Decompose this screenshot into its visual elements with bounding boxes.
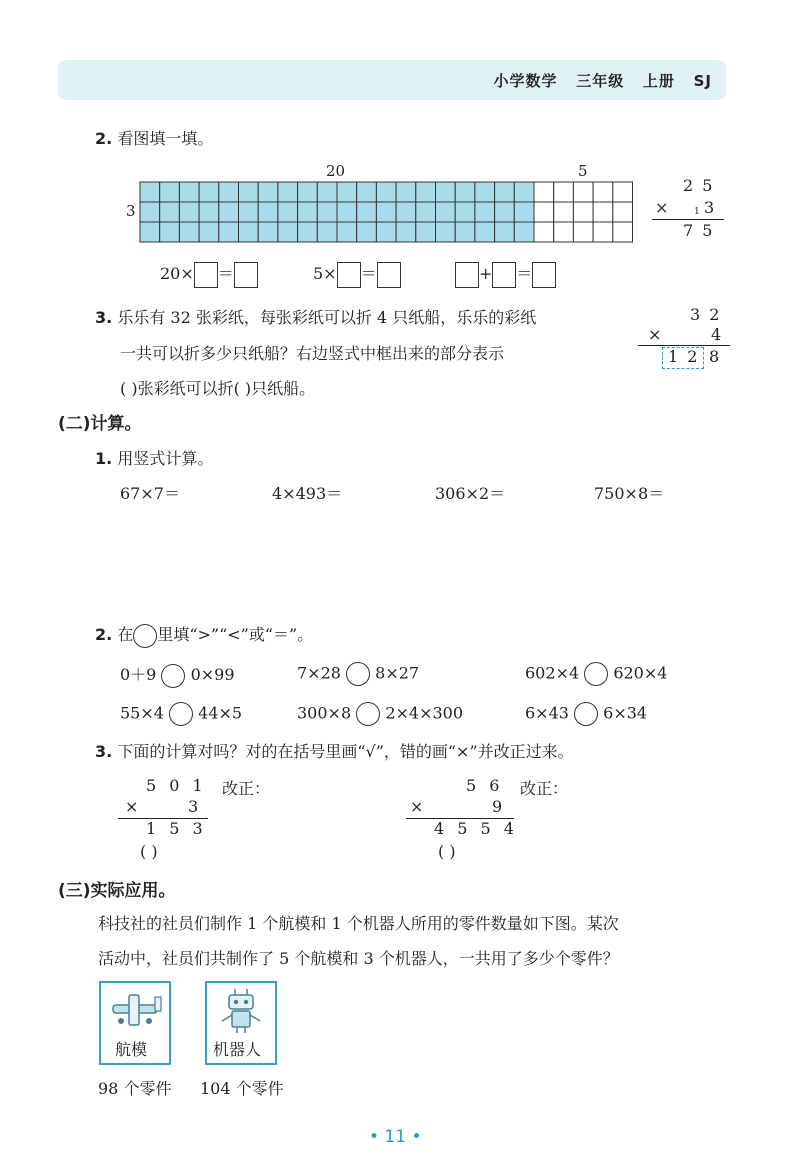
grid-label-3: 3 xyxy=(126,202,136,220)
c1-item: 67×7＝ xyxy=(120,484,180,503)
compare-item: 602×4 620×4 xyxy=(525,662,667,686)
c1-item: 306×2＝ xyxy=(435,484,506,503)
plane-parts: 98 个零件 xyxy=(98,1079,172,1098)
grid-cell xyxy=(534,222,554,242)
grid-cell-shaded xyxy=(317,222,337,242)
grid-cell-shaded xyxy=(436,182,456,202)
page-number: • 11 • xyxy=(369,1127,422,1147)
square-grid xyxy=(139,181,634,243)
q3-line1: 3. 乐乐有 32 张彩纸，每张彩纸可以折 4 只纸船，乐乐的彩纸 xyxy=(95,308,537,327)
section-calc-title: (二)计算。 xyxy=(58,414,142,434)
q2-vert-top: 2 5 xyxy=(683,176,715,195)
q2-vert-carry: 1 xyxy=(694,207,700,217)
c3b-fix: 改正： xyxy=(520,779,569,798)
grid-label-5: 5 xyxy=(578,162,588,180)
header-text: 小学数学 三年级 上册 SJ xyxy=(493,72,712,90)
c3a-top: 5 0 1 xyxy=(146,776,207,795)
plane-icon xyxy=(101,985,169,1035)
grid-cell-shaded xyxy=(357,182,377,202)
grid-cell-shaded xyxy=(219,182,239,202)
c3b-mult: 9 xyxy=(492,797,503,816)
grid-cell-shaded xyxy=(219,202,239,222)
grid-cell-shaded xyxy=(357,222,377,242)
grid-cell-shaded xyxy=(258,222,278,242)
grid-label-20: 20 xyxy=(326,162,346,180)
grid-cell xyxy=(613,202,633,222)
plane-card xyxy=(99,981,171,1065)
grid-cell-shaded xyxy=(160,202,180,222)
section-application-title: (三)实际应用。 xyxy=(58,881,176,901)
grid-cell-shaded xyxy=(376,222,396,242)
answer-box[interactable] xyxy=(532,262,556,288)
c3b-top: 5 6 xyxy=(466,776,504,795)
header-bar xyxy=(58,60,726,100)
grid-cell-shaded xyxy=(475,202,495,222)
grid-cell-shaded xyxy=(495,182,515,202)
q3-line3: ( )张彩纸可以折( )只纸船。 xyxy=(120,379,316,398)
grid-cell-shaded xyxy=(436,202,456,222)
answer-box[interactable] xyxy=(234,262,258,288)
grid-cell xyxy=(613,222,633,242)
grid-cell-shaded xyxy=(199,222,219,242)
answer-box[interactable] xyxy=(194,262,218,288)
grid-cell-shaded xyxy=(278,182,298,202)
c1-item: 750×8＝ xyxy=(594,484,665,503)
grid-cell-shaded xyxy=(514,222,534,242)
c3a-paren[interactable]: ( ) xyxy=(140,842,158,861)
grid-cell-shaded xyxy=(455,202,475,222)
q2-vert-op: × xyxy=(655,198,669,217)
c3b-result: 4 5 5 4 xyxy=(434,819,518,838)
grid-cell-shaded xyxy=(219,222,239,242)
grid-cell-shaded xyxy=(239,222,259,242)
robot-card xyxy=(205,981,277,1065)
grid-cell-shaded xyxy=(357,202,377,222)
compare-circle[interactable] xyxy=(161,664,185,688)
grid-cell-shaded xyxy=(160,222,180,242)
grid-cell xyxy=(613,182,633,202)
robot-parts: 104 个零件 xyxy=(200,1079,284,1098)
grid-cell-shaded xyxy=(179,182,199,202)
grid-cell-shaded xyxy=(376,202,396,222)
grid-cell-shaded xyxy=(475,222,495,242)
grid-cell-shaded xyxy=(317,182,337,202)
q3-vert-top: 3 2 xyxy=(690,305,722,324)
grid-cell-shaded xyxy=(475,182,495,202)
answer-box[interactable] xyxy=(492,262,516,288)
grid-cell xyxy=(534,202,554,222)
grid-cell-shaded xyxy=(258,182,278,202)
q2-vert-line xyxy=(652,219,724,220)
plane-label: 航模 xyxy=(115,1040,148,1059)
grid-cell-shaded xyxy=(396,182,416,202)
compare-item: 55×4 44×5 xyxy=(120,702,242,726)
q2-eq1: 20× ＝ xyxy=(160,261,258,288)
q2-eq2: 5× ＝ xyxy=(313,261,401,288)
app-line2: 活动中，社员们共制作了 5 个航模和 3 个机器人，一共用了多少个零件？ xyxy=(98,949,619,968)
grid-cell-shaded xyxy=(140,222,160,242)
grid-cell xyxy=(593,222,613,242)
grid-cell-shaded xyxy=(239,202,259,222)
q3-vert-line xyxy=(638,345,730,346)
grid-cell-shaded xyxy=(199,202,219,222)
q2-vert-result: 7 5 xyxy=(683,221,715,240)
c3a-mult: 3 xyxy=(188,797,199,816)
grid-cell-shaded xyxy=(160,182,180,202)
grid-cell-shaded xyxy=(396,222,416,242)
c1-item: 4×493＝ xyxy=(272,484,343,503)
grid-cell xyxy=(554,182,574,202)
answer-box[interactable] xyxy=(455,262,479,288)
answer-box[interactable] xyxy=(377,262,401,288)
q2-vert-mult: 3 xyxy=(704,198,715,217)
grid-cell xyxy=(573,202,593,222)
compare-circle[interactable] xyxy=(346,662,370,686)
grid-cell-shaded xyxy=(278,202,298,222)
c1-heading: 1. 用竖式计算。 xyxy=(95,449,214,468)
c3a-op: × xyxy=(125,797,139,816)
grid-cell-shaded xyxy=(514,182,534,202)
compare-item: 7×28 8×27 xyxy=(297,662,419,686)
c3a-result: 1 5 3 xyxy=(146,819,207,838)
grid-cell-shaded xyxy=(495,202,515,222)
grid-cell-shaded xyxy=(278,222,298,242)
grid-cell xyxy=(593,202,613,222)
grid-cell-shaded xyxy=(298,182,318,202)
compare-circle[interactable] xyxy=(584,662,608,686)
q3-vert-result-last: 8 xyxy=(709,347,720,366)
grid-cell-shaded xyxy=(317,202,337,222)
c3a-fix: 改正： xyxy=(222,779,271,798)
c2-heading: 2. 在 里填“>”“<”或“＝”。 xyxy=(95,622,313,648)
grid-cell-shaded xyxy=(455,182,475,202)
q3-vert-result-boxed: 1 2 xyxy=(668,347,700,366)
grid-cell-shaded xyxy=(436,222,456,242)
answer-box[interactable] xyxy=(337,262,361,288)
grid-cell-shaded xyxy=(239,182,259,202)
compare-circle[interactable] xyxy=(574,702,598,726)
grid-cell-shaded xyxy=(416,202,436,222)
grid-cell-shaded xyxy=(199,182,219,202)
robot-icon xyxy=(207,985,275,1035)
grid-cell-shaded xyxy=(140,182,160,202)
grid-cell-shaded xyxy=(416,182,436,202)
grid-cell xyxy=(554,222,574,242)
grid-cell-shaded xyxy=(298,222,318,242)
grid-cell-shaded xyxy=(298,202,318,222)
grid-cell xyxy=(554,202,574,222)
grid-cell xyxy=(593,182,613,202)
q3-line2: 一共可以折多少只纸船？右边竖式中框出来的部分表示 xyxy=(120,344,505,363)
compare-item: 300×8 2×4×300 xyxy=(297,702,463,726)
app-line1: 科技社的社员们制作 1 个航模和 1 个机器人所用的零件数量如下图。某次 xyxy=(98,914,619,933)
compare-circle xyxy=(133,624,157,648)
grid-cell-shaded xyxy=(337,222,357,242)
compare-item: 0＋9 0×99 xyxy=(120,662,235,688)
grid-cell-shaded xyxy=(514,202,534,222)
q2-eq3: + ＝ xyxy=(455,261,556,288)
grid-cell xyxy=(573,182,593,202)
grid-cell-shaded xyxy=(179,202,199,222)
grid-cell-shaded xyxy=(376,182,396,202)
grid-cell-shaded xyxy=(495,222,515,242)
grid-cell xyxy=(573,222,593,242)
grid-cell-shaded xyxy=(258,202,278,222)
compare-item: 6×43 6×34 xyxy=(525,702,647,726)
grid-cell-shaded xyxy=(455,222,475,242)
grid-cell-shaded xyxy=(337,182,357,202)
grid-cell-shaded xyxy=(179,222,199,242)
q3-vert-mult: 4 xyxy=(711,325,722,344)
grid-cell-shaded xyxy=(396,202,416,222)
compare-circle[interactable] xyxy=(356,702,380,726)
grid-cell xyxy=(534,182,554,202)
c3b-paren[interactable]: ( ) xyxy=(438,842,456,861)
q2-heading: 2. 看图填一填。 xyxy=(95,129,214,148)
grid-cell-shaded xyxy=(140,202,160,222)
robot-label: 机器人 xyxy=(213,1040,262,1059)
c3b-op: × xyxy=(410,797,424,816)
grid-cell-shaded xyxy=(416,222,436,242)
c3-heading: 3. 下面的计算对吗？对的在括号里画“√”，错的画“×”并改正过来。 xyxy=(95,742,574,761)
q3-vert-op: × xyxy=(648,325,662,344)
compare-circle[interactable] xyxy=(169,702,193,726)
grid-cell-shaded xyxy=(337,202,357,222)
